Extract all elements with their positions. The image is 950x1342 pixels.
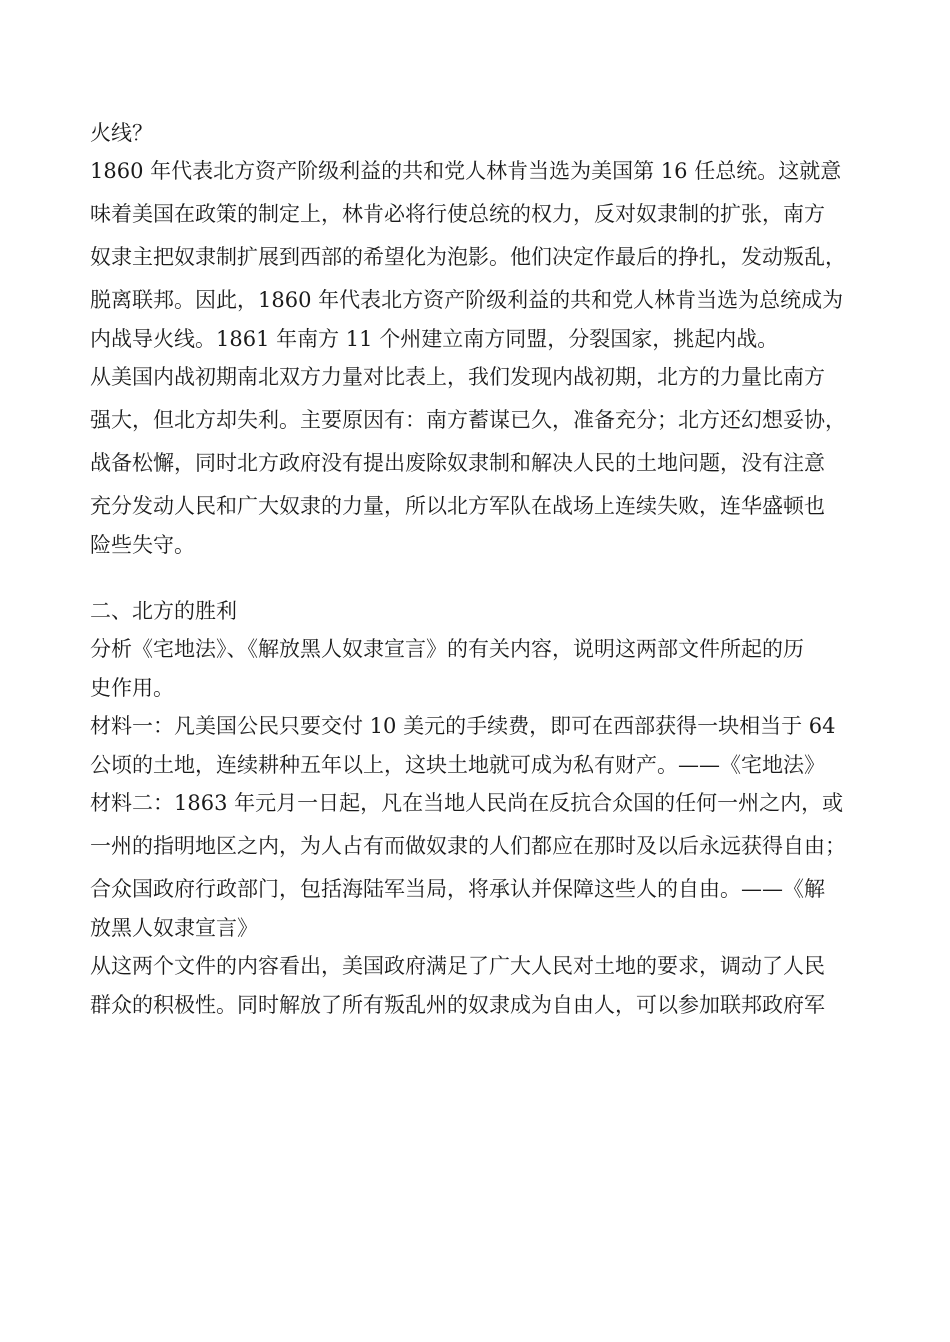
text-line: 公顷的土地，连续耕种五年以上，这块土地就可成为私有财产。——《宅地法》 xyxy=(90,753,825,777)
text-line: 材料二：1863 年元月一日起，凡在当地人民尚在反抗合众国的任何一州之内，或 xyxy=(90,791,844,815)
text-line: 战备松懈，同时北方政府没有提出废除奴隶制和解决人民的土地问题，没有注意 xyxy=(90,451,825,475)
text-line: 奴隶主把奴隶制扩展到西部的希望化为泡影。他们决定作最后的挣扎，发动叛乱， xyxy=(90,245,846,269)
text-line: 合众国政府行政部门，包括海陆军当局，将承认并保障这些人的自由。——《解 xyxy=(90,877,825,901)
text-line: 材料一：凡美国公民只要交付 10 美元的手续费，即可在西部获得一块相当于 64 xyxy=(90,714,836,738)
text-line: 充分发动人民和广大奴隶的力量，所以北方军队在战场上连续失败，连华盛顿也 xyxy=(90,494,825,518)
text-line: 放黑人奴隶宣言》 xyxy=(90,916,258,940)
text-line: 分析《宅地法》、《解放黑人奴隶宣言》的有关内容，说明这两部文件所起的历 xyxy=(90,637,804,661)
document-page xyxy=(90,116,870,1022)
text-line: 从这两个文件的内容看出，美国政府满足了广大人民对土地的要求，调动了人民 xyxy=(90,954,825,978)
text-line: 险些失守。 xyxy=(90,533,195,557)
text-line: 群众的积极性。同时解放了所有叛乱州的奴隶成为自由人，可以参加联邦政府军 xyxy=(90,993,825,1017)
text-line: 一州的指明地区之内，为人占有而做奴隶的人们都应在那时及以后永远获得自由； xyxy=(90,834,846,858)
text-line: 强大，但北方却失利。主要原因有：南方蓄谋已久，准备充分；北方还幻想妥协， xyxy=(90,408,846,432)
text-line: 1860 年代表北方资产阶级利益的共和党人林肯当选为美国第 16 任总统。这就意 xyxy=(90,159,842,183)
text-line: 史作用。 xyxy=(90,676,174,700)
paragraph-gap xyxy=(90,562,870,594)
text-line: 从美国内战初期南北双方力量对比表上，我们发现内战初期，北方的力量比南方 xyxy=(90,365,825,389)
section-heading: 二、北方的胜利 xyxy=(90,599,237,623)
text-line: 味着美国在政策的制定上，林肯必将行使总统的权力，反对奴隶制的扩张，南方 xyxy=(90,202,825,226)
text-line: 脱离联邦。因此，1860 年代表北方资产阶级利益的共和党人林肯当选为总统成为 xyxy=(90,288,844,312)
text-line: 内战导火线。1861 年南方 11 个州建立南方同盟，分裂国家，挑起内战。 xyxy=(90,327,779,351)
text-line: 火线？ xyxy=(90,121,153,145)
